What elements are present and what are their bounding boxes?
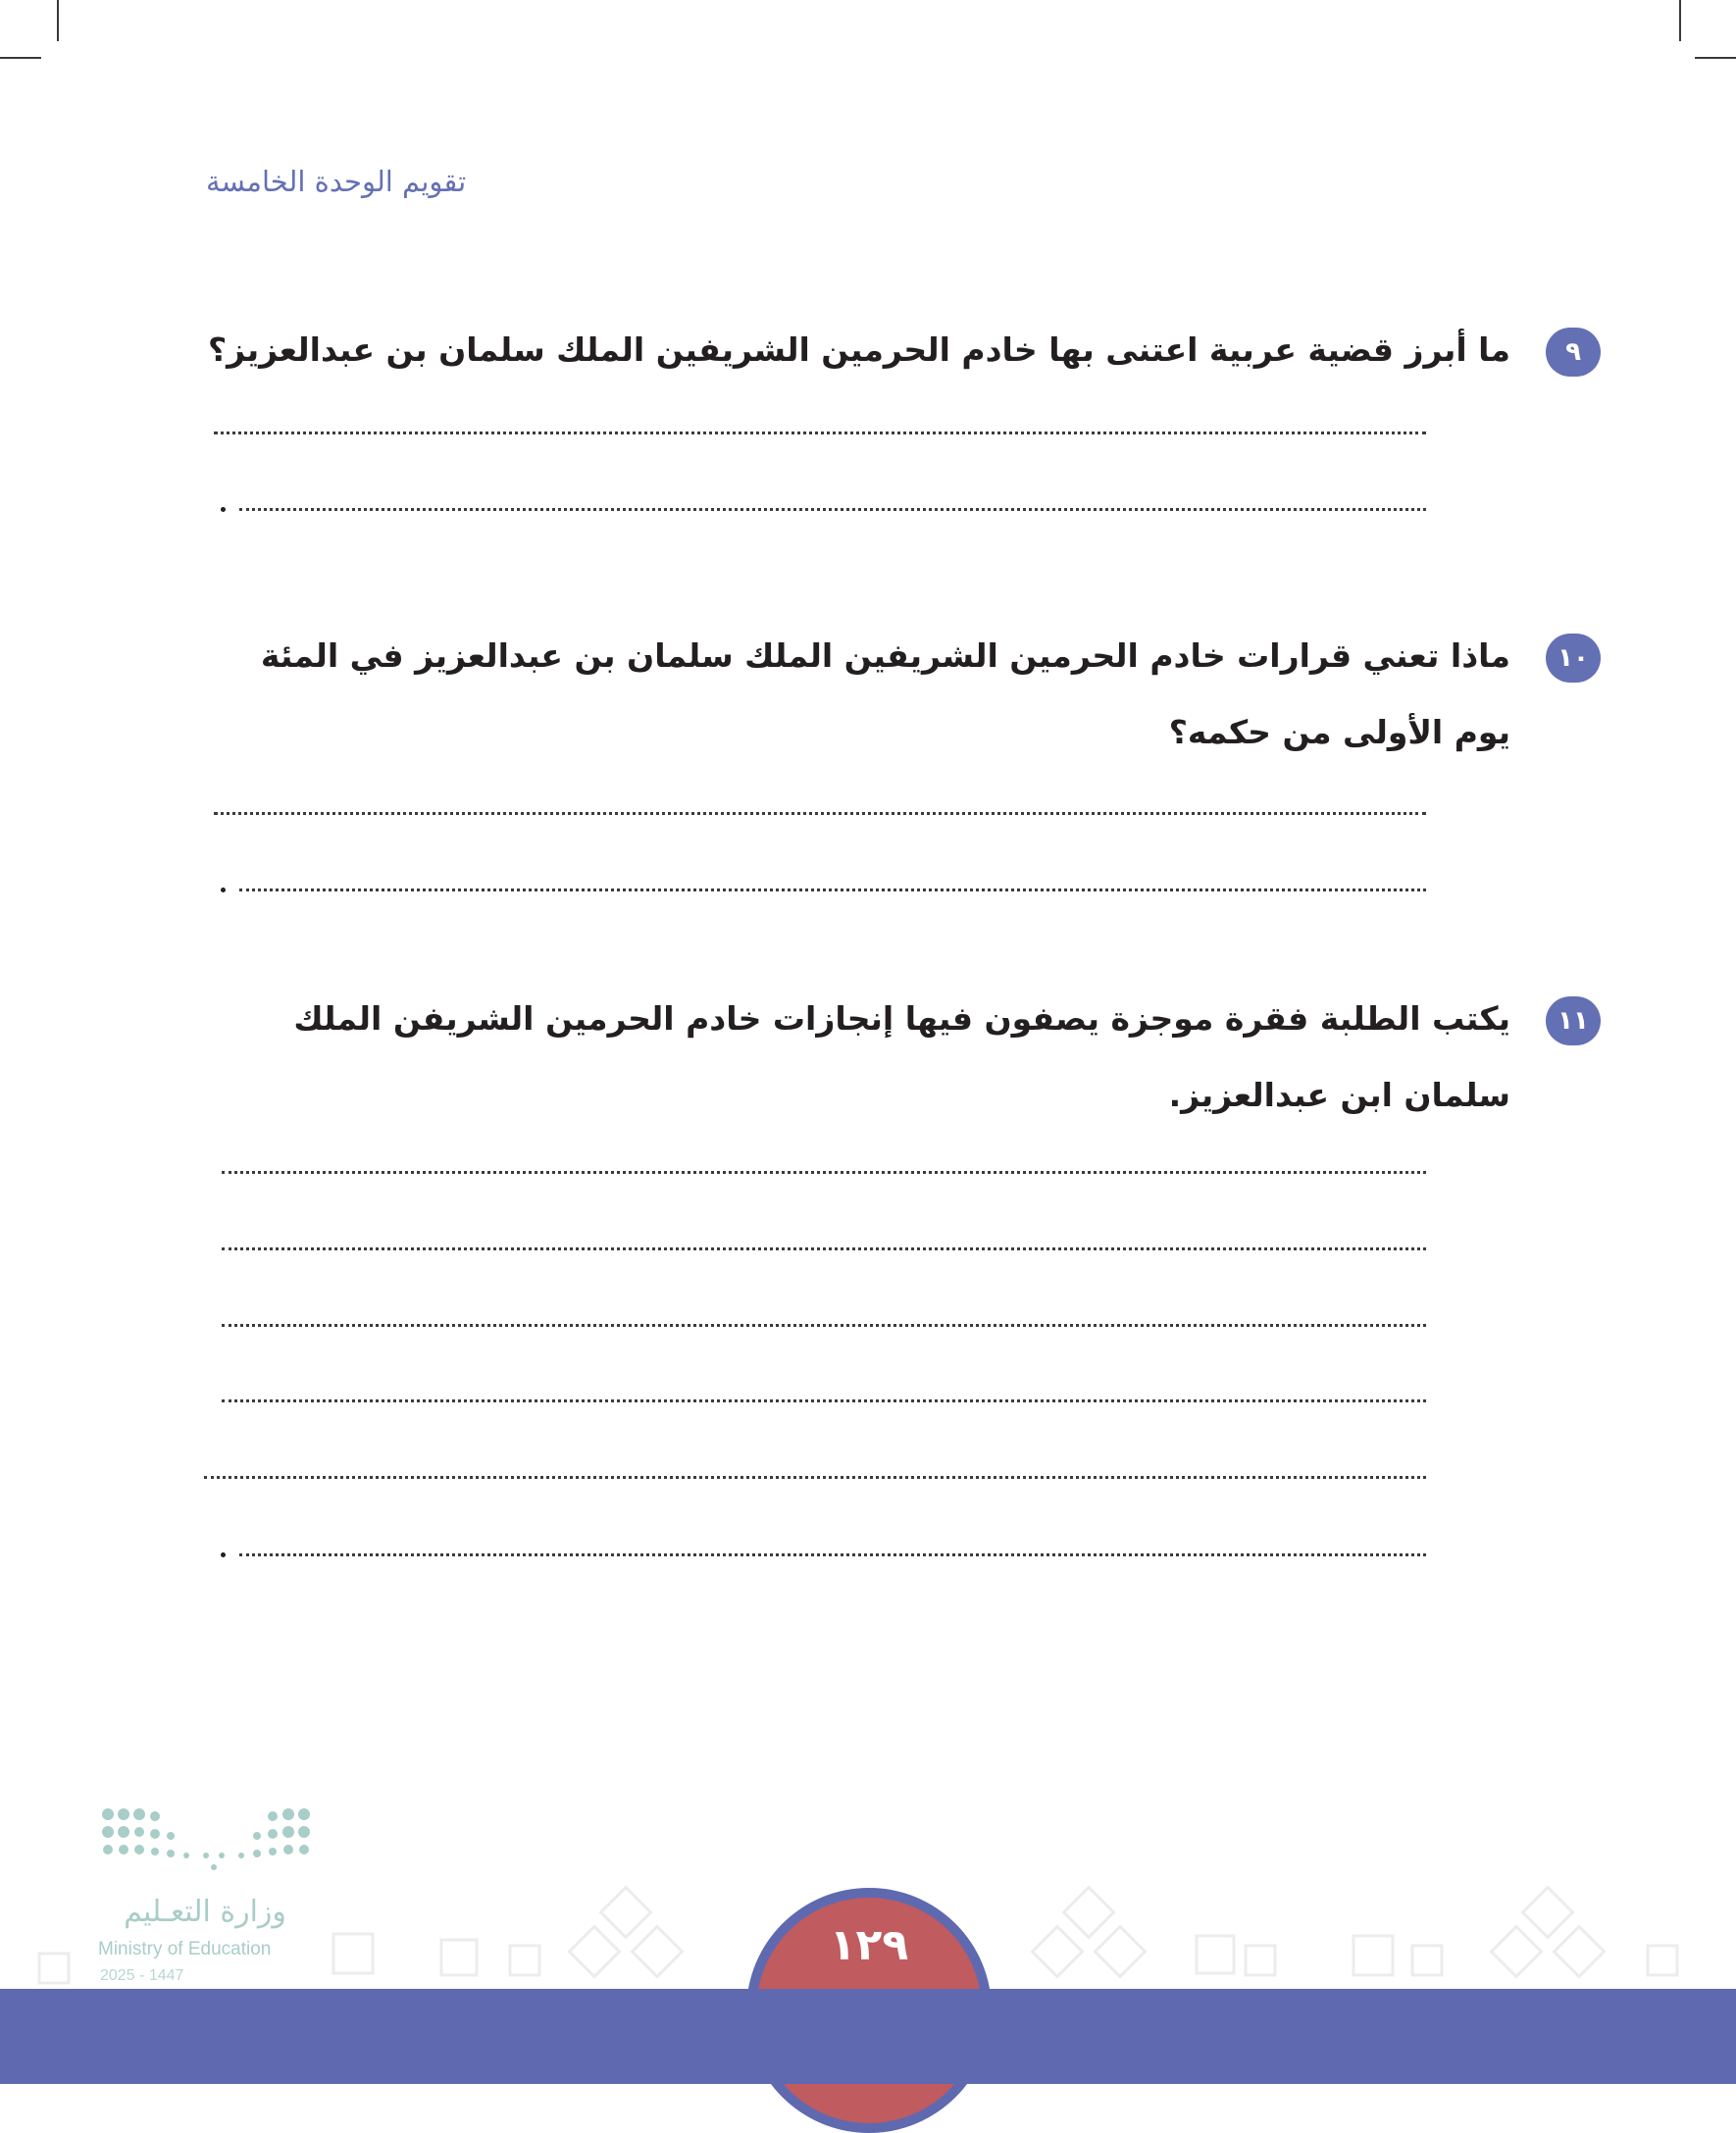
question-text: يكتب الطلبة فقرة موجزة يصفون فيها إنجازات خادم الحرمين الشريفن الملك سلمان ابن عبدالعزيز. bbox=[293, 999, 1510, 1114]
answer-line[interactable] bbox=[239, 508, 1426, 511]
answer-line[interactable] bbox=[214, 432, 1426, 434]
question-9 bbox=[206, 312, 1581, 388]
edition-year: 2025 - 1447 bbox=[100, 1967, 184, 1984]
question-10 bbox=[206, 618, 1589, 771]
line-end-dot bbox=[221, 888, 226, 892]
page-number: ١٢٩ bbox=[829, 1920, 909, 1970]
answer-line[interactable] bbox=[204, 1476, 1426, 1479]
answer-line[interactable] bbox=[222, 1324, 1426, 1327]
question-number-badge: ١٠ bbox=[1546, 634, 1601, 683]
answer-line[interactable] bbox=[214, 812, 1426, 815]
answer-line[interactable] bbox=[222, 1171, 1426, 1174]
crop-mark bbox=[1695, 57, 1736, 59]
answer-line[interactable] bbox=[239, 889, 1426, 891]
line-end-dot bbox=[221, 1552, 226, 1557]
ministry-name-arabic: وزارة التعـليم bbox=[124, 1895, 286, 1929]
line-end-dot bbox=[221, 507, 226, 512]
crop-mark bbox=[57, 0, 59, 41]
question-number-badge: ٩ bbox=[1546, 328, 1601, 377]
footer-band bbox=[0, 1989, 1736, 2084]
unit-review-title: تقويم الوحدة الخامسة bbox=[206, 165, 467, 198]
question-text: ما أبرز قضية عربية اعتنى بها خادم الحرمين الشريفين الملك سلمان بن عبدالعزيز؟ bbox=[208, 330, 1510, 369]
answer-line[interactable] bbox=[222, 1399, 1426, 1402]
question-11 bbox=[206, 981, 1589, 1134]
ministry-name-english: Ministry of Education bbox=[98, 1939, 272, 1959]
answer-line[interactable] bbox=[222, 1247, 1426, 1250]
question-text: ماذا تعني قرارات خادم الحرمين الشريفين الملك سلمان بن عبدالعزيز في المئة يوم الأولى من حكمه؟ bbox=[260, 636, 1510, 751]
crop-mark bbox=[0, 57, 41, 59]
crop-mark bbox=[1679, 0, 1681, 41]
question-number-badge: ١١ bbox=[1546, 996, 1601, 1045]
answer-line[interactable] bbox=[239, 1553, 1426, 1556]
